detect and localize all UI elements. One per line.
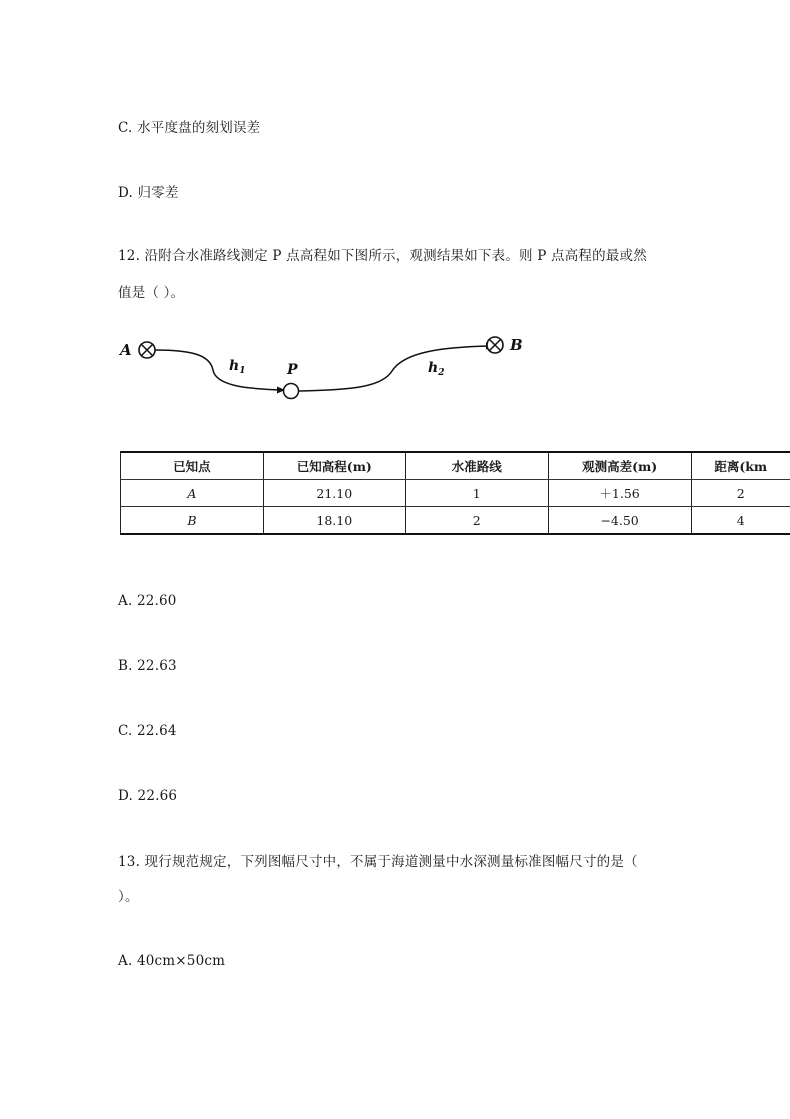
table-cell: −4.50 <box>548 507 691 535</box>
question-13-line-2: ）。 <box>118 889 139 905</box>
table-header: 水准路线 <box>405 452 548 480</box>
option-text: 40cm×50cm <box>136 953 226 969</box>
option-label: D. <box>118 788 134 804</box>
point-a-symbol <box>139 342 155 358</box>
table-cell: 21.10 <box>263 480 405 507</box>
point-a-label: A <box>120 341 132 359</box>
option-label: C. <box>118 723 133 739</box>
option-label: A. <box>118 593 133 609</box>
route-h1-line <box>155 350 282 390</box>
q12-option-a <box>118 593 177 609</box>
route-h1-label: $h_1$ <box>229 358 246 376</box>
table-header: 观测高差(m) <box>548 452 691 480</box>
q12-option-c <box>118 723 177 739</box>
observation-table <box>120 451 790 535</box>
q12-option-d <box>118 788 177 804</box>
route-h2-line <box>299 346 490 391</box>
table-header: 距离(km <box>691 452 790 480</box>
table-cell: A <box>121 480 264 507</box>
option-text: 22.60 <box>136 593 177 609</box>
table-row <box>121 480 790 507</box>
table-cell: 4 <box>691 507 790 535</box>
option-label: C. <box>118 120 133 136</box>
option-text: 22.64 <box>137 723 177 739</box>
table-cell: ＋1.56 <box>548 480 691 507</box>
table-cell: 1 <box>405 480 548 507</box>
option-d-prev <box>118 181 179 201</box>
point-b-label: B <box>510 336 523 354</box>
table-cell: 2 <box>405 507 548 535</box>
option-label: B. <box>118 658 133 674</box>
leveling-route-diagram <box>112 325 552 410</box>
question-12-line-2: 值是（ ）。 <box>118 285 185 301</box>
route-h2-label: $h_2$ <box>428 360 445 378</box>
option-text: 22.66 <box>137 788 178 804</box>
table-header-row <box>121 452 790 480</box>
option-text: 归零差 <box>137 185 179 201</box>
q12-option-b <box>118 658 177 674</box>
table-header: 已知点 <box>121 452 264 480</box>
table-cell: B <box>121 507 264 535</box>
option-text: 水平度盘的刻划误差 <box>137 120 261 136</box>
question-12-line-1: 12. 沿附合水准路线测定 P 点高程如下图所示，观测结果如下表。则 P 点高程的最或然 <box>118 248 647 264</box>
option-label: A. <box>118 953 133 969</box>
question-13-line-1: 13. 现行规范规定，下列图幅尺寸中，不属于海道测量中水深测量标准图幅尺寸的是（ <box>118 854 638 870</box>
q13-option-a <box>118 953 225 969</box>
table-cell: 2 <box>691 480 790 507</box>
option-c-prev <box>118 116 260 136</box>
table-row <box>121 507 790 535</box>
option-text: 22.63 <box>137 658 177 674</box>
table-cell: 18.10 <box>263 507 405 535</box>
option-label: D. <box>118 185 134 201</box>
point-p-symbol <box>284 384 299 399</box>
point-p-label: P <box>287 362 298 378</box>
point-b-symbol <box>487 337 503 353</box>
table-header: 已知高程(m) <box>263 452 405 480</box>
